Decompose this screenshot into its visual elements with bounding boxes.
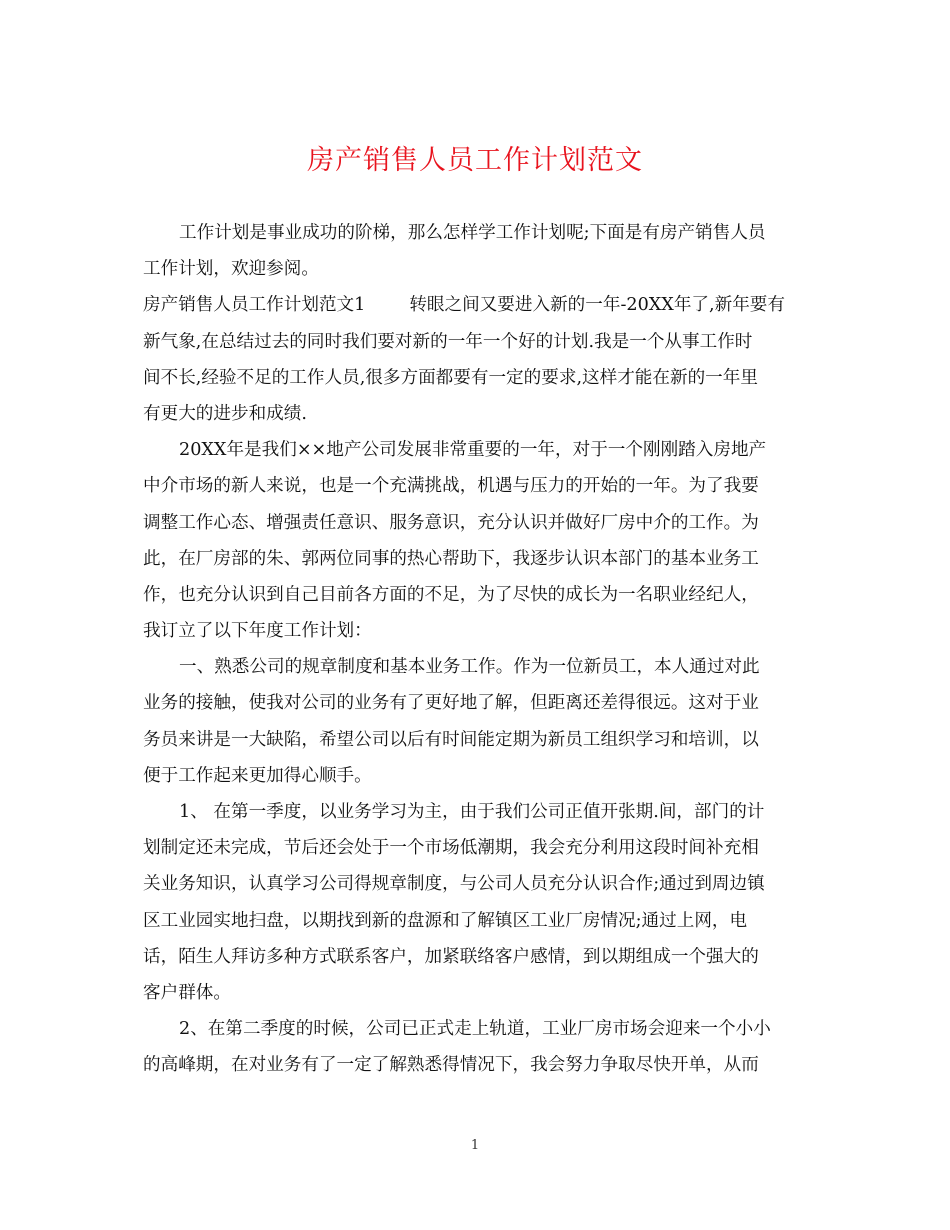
text-line-with-heading [143, 287, 811, 323]
page-number: 1 [470, 1138, 480, 1153]
text-line: 调整工作心态、增强责任意识、服务意识，充分认识并做好厂房中介的工作。为 [143, 512, 759, 533]
text-line: 一、熟悉公司的规章制度和基本业务工作。作为一位新员工，本人通过对此 [179, 657, 760, 678]
text-line: 区工业园实地扫盘，以期找到新的盘源和了解镇区工业厂房情况;通过上网，电 [143, 910, 748, 931]
section-lead-text: 转眼之间又要进入新的一年-20XX年了,新年要有 [409, 295, 785, 316]
text-line: 20XX年是我们××地产公司发展非常重要的一年，对于一个刚刚踏入房地产 [179, 440, 767, 461]
text-line: 关业务知识，认真学习公司得规章制度，与公司人员充分认识合作;通过到周边镇 [143, 874, 765, 895]
text-line: 工作计划是事业成功的阶梯，那么怎样学工作计划呢;下面是有房产销售人员 [179, 223, 766, 243]
document-body [143, 215, 811, 1084]
text-line: 务员来讲是一大缺陷，希望公司以后有时间能定期为新员工组织学习和培训，以 [143, 729, 759, 750]
text-line: 作，也充分认识到自己目前各方面的不足，为了尽快的成长为一名职业经纪人， [143, 584, 759, 605]
document-title: 房产销售人员工作计划范文 [307, 145, 643, 176]
section-heading: 房产销售人员工作计划范文1 [143, 295, 366, 316]
text-line: 2、在第二季度的时候，公司已正式走上轨道，工业厂房市场会迎来一个小小 [179, 1019, 771, 1040]
text-line: 的高峰期，在对业务有了一定了解熟悉得情况下，我会努力争取尽快开单，从而 [143, 1055, 759, 1076]
text-line: 此，在厂房部的朱、郭两位同事的热心帮助下，我逐步认识本部门的基本业务工 [143, 548, 759, 569]
text-line: 有更大的进步和成绩. [143, 403, 307, 424]
text-line: 新气象,在总结过去的同时我们要对新的一年一个好的计划.我是一个从事工作时 [143, 331, 753, 352]
text-line: 客户群体。 [143, 982, 231, 1003]
text-line: 划制定还未完成，节后还会处于一个市场低潮期，我会充分利用这段时间补充相 [143, 838, 759, 859]
text-line: 我订立了以下年度工作计划： [143, 621, 372, 642]
text-line: 工作计划，欢迎参阅。 [143, 259, 319, 280]
text-line: 话，陌生人拜访多种方式联系客户，加紧联络客户感情，到以期组成一个强大的 [143, 946, 759, 967]
text-line: 间不长,经验不足的工作人员,很多方面都要有一定的要求,这样才能在新的一年里 [143, 367, 758, 388]
text-line: 业务的接触，使我对公司的业务有了更好地了解，但距离还差得很远。这对于业 [143, 693, 759, 714]
text-line: 中介市场的新人来说，也是一个充满挑战，机遇与压力的开始的一年。为了我要 [143, 476, 759, 497]
text-line: 便于工作起来更加得心顺手。 [143, 765, 372, 786]
text-line: 1、 在第一季度，以业务学习为主，由于我们公司正值开张期.间，部门的计 [179, 802, 765, 822]
